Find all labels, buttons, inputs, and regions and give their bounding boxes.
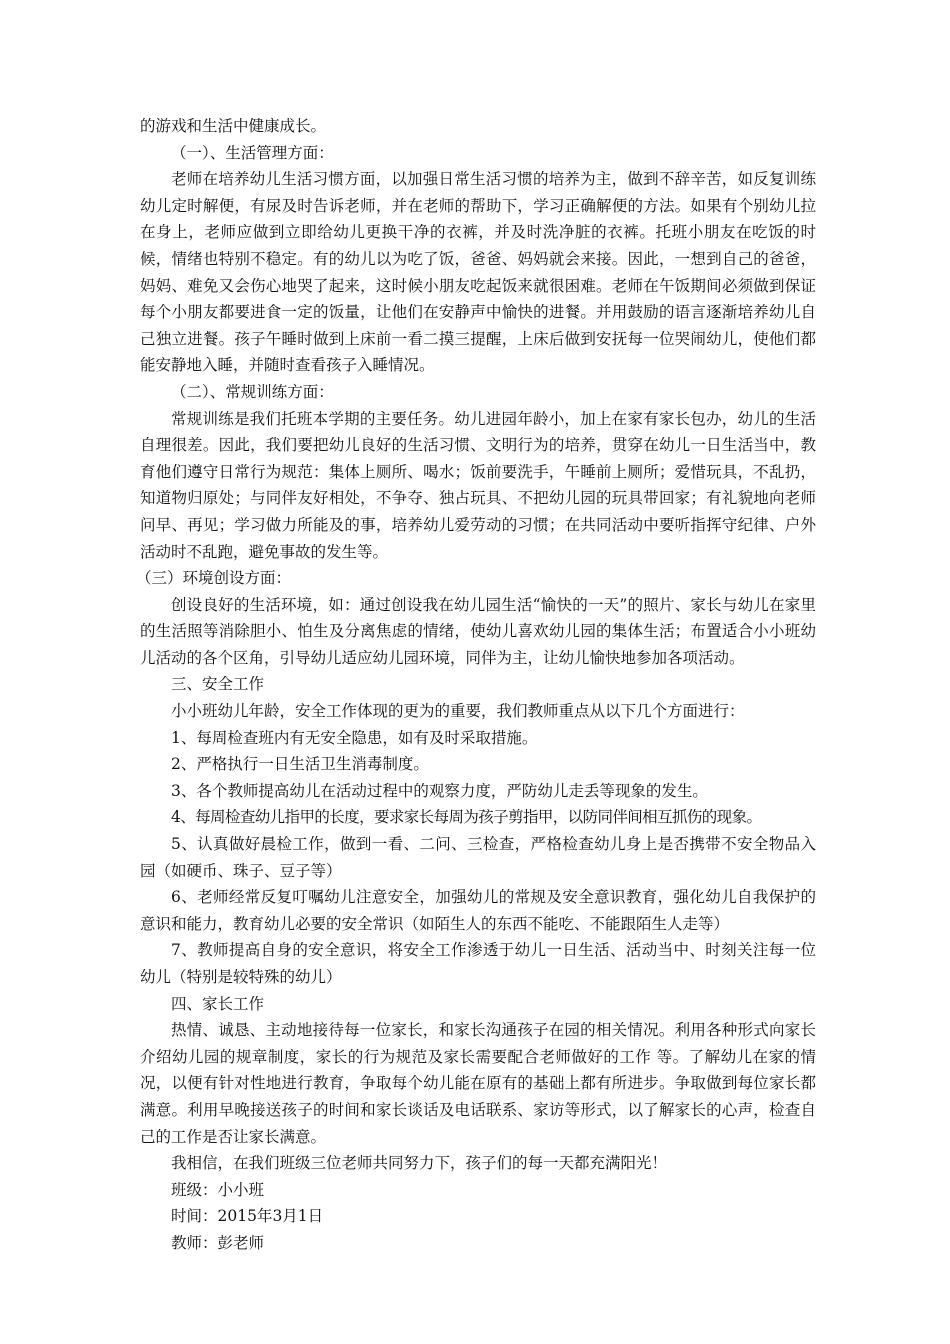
environment-paragraph: 创设良好的生活环境，如：通过创设我在幼儿园生活“愉快的一天”的照片、家长与幼儿在家里的生活照等消除胆小、怕生及分离焦虑的情绪，使幼儿喜欢幼儿园的集体生活；布置适合小小班幼儿活动的各个区角，引导幼儿适应幼儿园环境，同伴为主，让幼儿愉快地参加各项活动。	[140, 595, 816, 667]
parents-heading: 四、家长工作	[171, 994, 265, 1013]
document-body	[136, 113, 816, 1257]
safety-item: 7、教师提高自身的安全意识，将安全工作渗透于幼儿一日生活、活动当中、时刻关注每一位幼儿（特别是较特殊的幼儿）	[140, 941, 816, 986]
routine-training-paragraph: 常规训练是我们托班本学期的主要任务。幼儿进园年龄小，加上在家有家长包办，幼儿的生活自理很差。因此，我们要把幼儿良好的生活习惯、文明行为的培养，贯穿在幼儿一日生活当中，教育他们遵守日常行为规范：集体上厕所、喝水；饭前要洗手，午睡前上厕所；爱惜玩具，不乱扔，知道物归原处；与同伴友好相处，不争夺、独占玩具、不把幼儿园的玩具带回家；有礼貌地向老师问早、再见；学习做力所能及的事，培养幼儿爱劳动的习惯；在共同活动中要听指挥守纪律、户外活动时不乱跑，避免事故的发生等。	[140, 409, 816, 561]
teacher-line: 教师：彭老师	[171, 1233, 265, 1252]
environment-heading: （三）环境创设方面：	[136, 569, 292, 588]
date-line: 时间：2015年3月1日	[171, 1207, 324, 1226]
routine-training-heading: （二）、常规训练方面：	[171, 382, 334, 401]
safety-item: 4、每周检查幼儿指甲的长度，要求家长每周为孩子剪指甲，以防同伴间相互抓伤的现象。	[171, 808, 762, 827]
safety-item: 2、严格执行一日生活卫生消毒制度。	[171, 755, 429, 774]
intro-tail-paragraph: 的游戏和生活中健康成长。	[140, 117, 327, 135]
safety-item: 1、每周检查班内有无安全隐患，如有及时采取措施。	[171, 728, 538, 747]
safety-item: 5、认真做好晨检工作，做到一看、二问、三检查，严格检查幼儿身上是否携带不安全物品入园（如硬币、珠子、豆子等）	[140, 835, 816, 880]
life-management-paragraph: 老师在培养幼儿生活习惯方面，以加强日常生活习惯的培养为主，做到不辞辛苦，如反复训练幼儿定时解便，有尿及时告诉老师，并在老师的帮助下，学习正确解便的方法。如果有个别幼儿拉在身上，老师应做到立即给幼儿更换干净的衣裤，并及时洗净脏的衣裤。托班小朋友在吃饭的时候，情绪也特别不稳定。有的幼儿以为吃了饭，爸爸、妈妈就会来接。因此，一想到自己的爸爸，妈妈、难免又会伤心地哭了起来，这时候小朋友吃起饭来就很困难。老师在午饭期间必须做到保证每个小朋友都要进食一定的饭量，让他们在安静声中愉快的进餐。并用鼓励的语言逐渐培养幼儿自己独立进餐。孩子午睡时做到上床前一看二摸三提醒，上床后做到安抚每一位哭闹幼儿，使他们都能安静地入睡，并随时查看孩子入睡情况。	[140, 170, 816, 375]
class-line: 班级：小小班	[171, 1180, 265, 1199]
parents-paragraph: 热情、诚恳、主动地接待每一位家长，和家长沟通孩子在园的相关情况。利用各种形式向家长介绍幼儿园的规章制度，家长的行为规范及家长需要配合老师做好的工作 等。了解幼儿在家的情况，以便有针对性地进行教育，争取每个幼儿能在原有的基础上都有所进步。争取做到每位家长都满意。利用早晚接送孩子的时间和家长谈话及电话联系、家访等形式，以了解家长的心声，检查自己的工作是否让家长满意。	[140, 1021, 816, 1146]
safety-item: 6、老师经常反复叮嘱幼儿注意安全，加强幼儿的常规及安全意识教育，强化幼儿自我保护的意识和能力，教育幼儿必要的安全常识（如陌生人的东西不能吃、不能跟陌生人走等）	[140, 888, 816, 933]
safety-item: 3、各个教师提高幼儿在活动过程中的观察力度，严防幼儿走丢等现象的发生。	[171, 781, 708, 800]
safety-heading: 三、安全工作	[171, 675, 265, 694]
safety-intro-paragraph: 小小班幼儿年龄，安全工作体现的更为的重要，我们教师重点从以下几个方面进行：	[171, 702, 745, 721]
closing-paragraph: 我相信，在我们班级三位老师共同努力下，孩子们的每一天都充满阳光！	[171, 1154, 668, 1173]
life-management-heading: （一）、生活管理方面：	[171, 143, 334, 162]
